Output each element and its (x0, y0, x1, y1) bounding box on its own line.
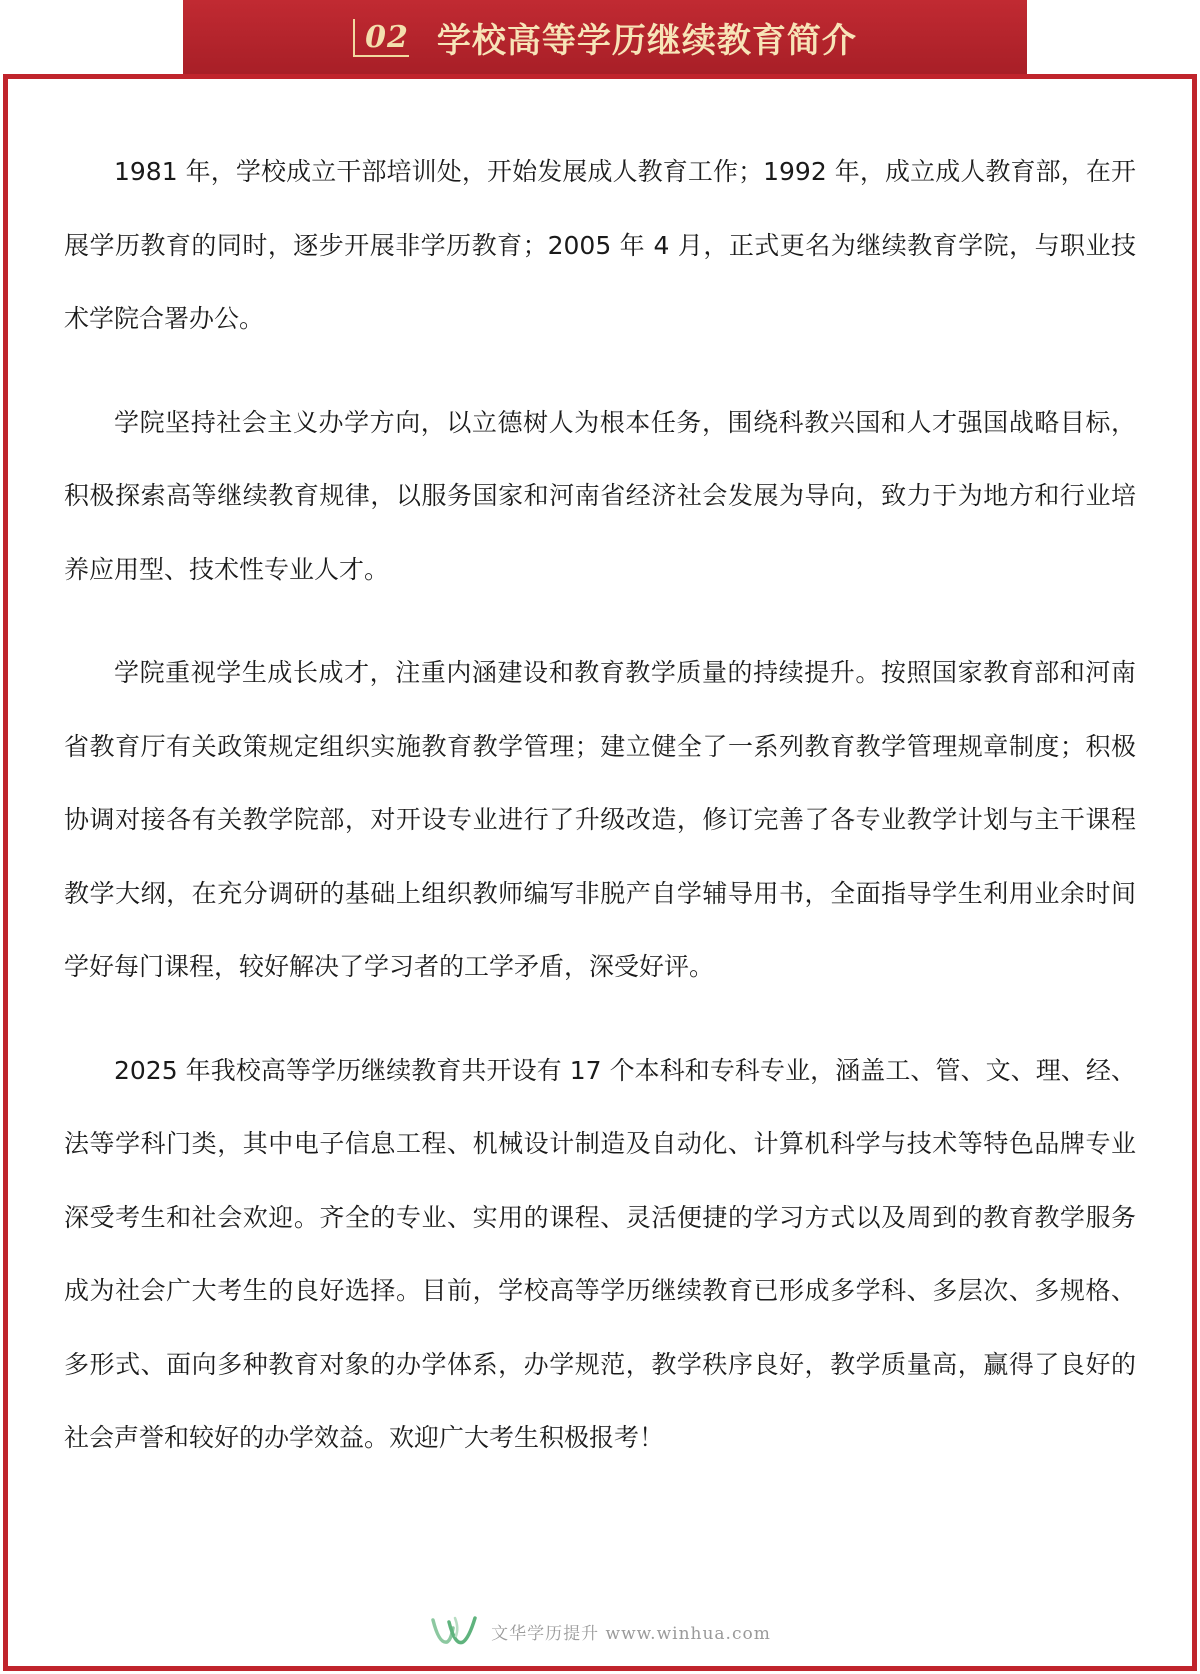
paragraph-majors: 2025 年我校高等学历继续教育共开设有 17 个本科和专科专业，涵盖工、管、文、理、经、法等学科门类，其中电子信息工程、机械设计制造及自动化、计算机科学与技术等特色品牌专业深受考生和社会欢迎。齐全的专业、实用的课程、灵活便捷的学习方式以及周到的教育教学服务成为社会广大考生的良好选择。目前，学校高等学历继续教育已形成多学科、多层次、多规格、多形式、面向多种教育对象的办学体系，办学规范，教学秩序良好，教学质量高，赢得了良好的社会声誉和较好的办学效益。欢迎广大考生积极报考！ (64, 1055, 1136, 1452)
footer-text: 文华学历提升 www.winhua.com (491, 1623, 771, 1644)
article-body (64, 135, 1136, 1505)
paragraph-quality: 学院重视学生成长成才，注重内涵建设和教育教学质量的持续提升。按照国家教育部和河南省教育厅有关政策规定组织实施教育教学管理；建立健全了一系列教育教学管理规章制度；积极协调对接各有关教学院部，对开设专业进行了升级改造，修订完善了各专业教学计划与主干课程教学大纲，在充分调研的基础上组织教师编写非脱产自学辅导用书，全面指导学生利用业余时间学好每门课程，较好解决了学习者的工学矛盾，深受好评。 (64, 658, 1136, 981)
section-header-content (353, 13, 857, 62)
section-title: 学校高等学历继续教育简介 (436, 20, 857, 61)
winhua-logo-icon (429, 1614, 481, 1648)
paragraph-mission: 学院坚持社会主义办学方向，以立德树人为根本任务，围绕科教兴国和人才强国战略目标，积极探索高等继续教育规律，以服务国家和河南省经济社会发展为导向，致力于为地方和行业培养应用型、技术性专业人才。 (64, 407, 1136, 584)
paragraph-history: 1981 年，学校成立干部培训处，开始发展成人教育工作；1992 年，成立成人教育部，在开展学历教育的同时，逐步开展非学历教育；2005 年 4 月，正式更名为继续教育学院，与职业技术学院合署办公。 (64, 157, 1136, 333)
section-header (183, 0, 1027, 74)
section-number-bracket (353, 15, 419, 59)
footer-watermark (0, 1614, 1200, 1648)
section-number: 02 (365, 19, 409, 55)
